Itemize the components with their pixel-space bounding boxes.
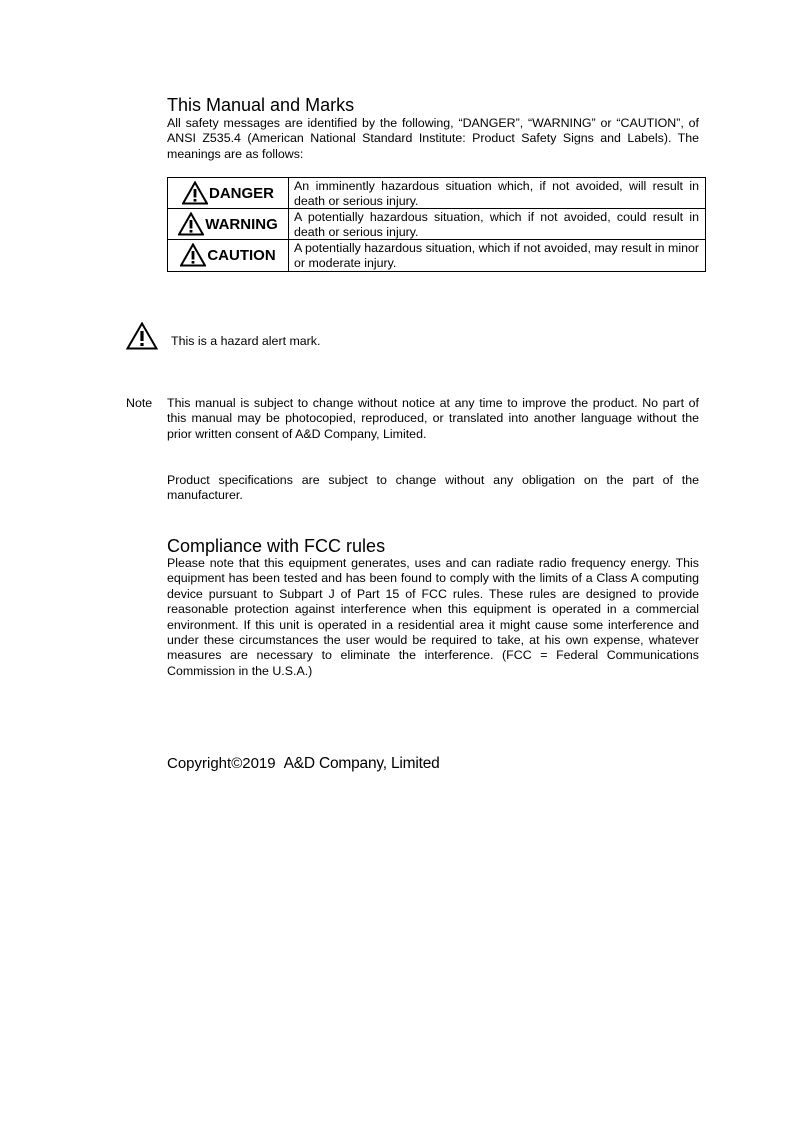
warning-label: WARNING (205, 215, 278, 233)
copyright-text: Copyright©2019 (167, 755, 276, 772)
manual-marks-heading: This Manual and Marks (167, 95, 355, 115)
fcc-text: Please note that this equipment generates, uses and can radiate radio frequency energy. This equipment has been tested and has been found to comply with the limits of a Class A computing device pursuant to Subpart J of Part 15 of FCC rules. These rules are designed to provide reasonable protection against interference when this equipment is operated in a commercial environment. If this unit is operated in a residential area it might cause some interference and under these circumstances the user would be required to take, at his own expense, whatever measures are necessary to eliminate the interference. (FCC = Federal Communications Commission in the U.S.A.) (167, 556, 699, 678)
signal-word-table (167, 177, 706, 272)
caution-description: A potentially hazardous situation, which if not avoided, may result in minor or moderate injury. (289, 240, 706, 271)
caution-signal (168, 240, 288, 270)
caution-label: CAUTION (207, 246, 276, 264)
specifications-note: Product specifications are subject to change without any obligation on the part of the manufacturer. (167, 473, 699, 503)
hazard-mark-text: This is a hazard alert mark. (171, 334, 321, 348)
note-label: Note (126, 396, 153, 410)
danger-label: DANGER (208, 184, 274, 202)
signal-row-warning (168, 209, 706, 240)
fcc-heading: Compliance with FCC rules (167, 536, 386, 556)
signal-row-danger (168, 178, 706, 209)
manual-marks-intro: All safety messages are identified by the following, “DANGER”, “WARNING” or “CAUTION”, of ANSI Z535.4 (American National Standard Institute: Product Safety Signs and Labels). The meanings are as follows: (167, 116, 699, 161)
copyright (167, 755, 440, 773)
warning-description: A potentially hazardous situation, which if not avoided, could result in death or serious injury. (289, 209, 706, 240)
danger-description: An imminently hazardous situation which, if not avoided, will result in death or serious injury. (289, 178, 706, 209)
warning-triangle-icon (182, 181, 208, 205)
warning-triangle-icon (178, 212, 204, 236)
danger-signal (168, 178, 288, 208)
note-text: This manual is subject to change without notice at any time to improve the product. No part of this manual may be photocopied, reproduced, or translated into another language without the prior written consent of A&D Company, Limited. (167, 396, 699, 441)
signal-row-caution (168, 240, 706, 271)
company-name: A&D Company, Limited (283, 755, 440, 772)
warning-signal (168, 209, 288, 239)
hazard-alert-icon (126, 322, 158, 350)
warning-triangle-icon (180, 243, 206, 267)
